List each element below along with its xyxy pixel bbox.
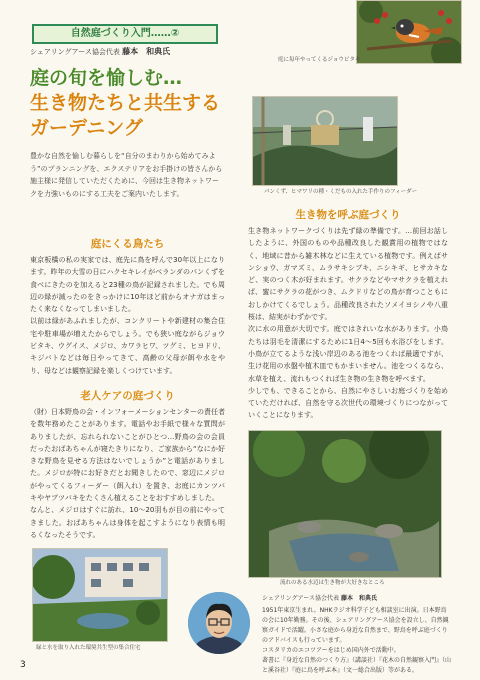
author-portrait [188, 592, 250, 654]
section-text-elderly: （財）日本野鳥の会・インフォーメーションセンターの責任者を数年務めたことがあります。電話やお手紙で様々な質問がありましたが、忘れられないことがひとつ…野鳥の会の会員だったおばあちゃんが寝たきりになり、ご家族から“なにか好きな野鳥を見せる方法はないでしょうか”と電話がありました。メジロが特にお好きだとお聞きしたので、窓辺にメジロがやってくるフィーダー（餌入れ）を置き、お庭にカンツバキやヤブツバキをたくさん植えることをおすすめしました。 なんと、メジロはすぐに訪れ、10〜20羽もが目の前にやってきました。おばあちゃんは身体を起こすようになり表情も明るくなったそうです。 [30, 408, 225, 539]
bio-text: 1951年東京生まれ。NHKラジオ科学子ども相談室に出演。日本野鳥の会に10年勤務。その後、シェアリングアース協会を設立し、自然観察ガイドで活躍。小さな庭から身近な自然まで、野鳥を呼ぶ庭づくりのアドバイスも行っています。 コスタリカのエコツアーをはじめ国内外で活動中。 著書に『身近な自然のつくり方』（講談社）『花木の自然観察入門』（山と溪谷社）『庭に鳥を呼ぶ本』（文一総合出版）等がある。 [262, 607, 452, 674]
feeder-illustration [253, 97, 397, 185]
apartment-photo [32, 548, 168, 642]
section-text-birds: 東京板橋の私の実家では、庭先に鳥を呼んで30年以上になります。昨年の大雪の日にハクセキレイがベランダのパンくずを食べにきたのを加えると23種の鳥が記録されました。でも周辺の緑が減ったのをきっかけに10年ほど前からオナガはまったく来なくなってしまいました。 以前は緑があふれましたが、コンクリートや新建材の集合住宅や駐車場が増えたからでしょう。でも狭い庭ながらジョウビタキ、ウグイス、メジロ、カワラヒワ、ツグミ、ヒヨドリ、キジバトなどは毎日やってきて、高齢の父母が餌や水をやり、母などは観察記録を楽しくつけています。 [30, 256, 225, 375]
bio-header [262, 594, 452, 604]
lead-paragraph: 豊かな自然を愉しむ暮らしを“自分のまわりから始めてみよう”のプランニングを、エクステリアをお手掛けの皆さんから施主様に発信していただくために、今回は生き物ネットワークを力強いものにする工夫をご案内いたします。 [30, 152, 223, 198]
feeder-photo [252, 96, 398, 186]
bird-photo-caption: 庭に毎年やってくるジョウビタキ [278, 57, 361, 63]
section-title-attract: 生き物を呼ぶ庭づくり [295, 209, 401, 221]
headline-line-2: 生き物たちと共生する [30, 92, 221, 114]
section-title-birds: 庭にくる鳥たち [90, 238, 165, 250]
bio-org: シェアリングアース協会代表 [262, 595, 340, 602]
author-line [30, 46, 170, 57]
series-title-box [32, 24, 218, 44]
apartment-photo-caption: 緑と水を取り入れた環境共生型の集合住宅 [36, 645, 141, 651]
section-text-attract: 生き物ネットワークづくりは先ず緑の準備です。…前回お話ししたように、外国のものや品種改良した観賞用の植物ではなく、地域に昔から雑木林などに生えている植物です。例えばサンショウ、ガマズミ、ムラサキシブキ、ニシキギ、ヒサカキなど、実のつく木が好まれます。サクラなどやマサクラを植えれば、蜜にサクラの花がつき、ムクドリなどの鳥が育つこともにおしかけてくるでしょう。品種改良されたソメイヨシノや八重桜は、結実がわずかです。 次に水の用意が大切です。庭ではきれいな水があります。小鳥たちは羽毛を清潔にするために1日4〜5回も水浴びをします。小鳥が立てるような浅い岸辺のある池をつくれば最適ですが、生け花用の水盤や植木皿でもかまいません。池をつくるなら、水草を植え、流れもつくれば生き物の生き物を呼べます。 少しでも、できることから、自然にやさしいお庭づくりを始めていただければ、自然を守る次世代の環境づくりにつながっていくことになります。 [248, 227, 448, 420]
author-name: 藤本 和典氏 [122, 47, 171, 56]
bird-illustration [357, 1, 461, 63]
series-title: 自然庭づくり入門……② [70, 28, 180, 39]
pond-illustration [249, 431, 441, 577]
pond-photo [248, 430, 442, 578]
headline-line-1: 庭の旬を愉しむ… [30, 67, 183, 89]
portrait-illustration [188, 592, 250, 654]
bird-photo [356, 0, 462, 64]
section-title-elderly: 老人ケアの庭づくり [80, 390, 175, 402]
bio-name: 藤本 和典氏 [340, 595, 377, 602]
feeder-photo-caption: パンくず、ヒマワリの種・くだもの入れた手作りのフィーダー [264, 189, 418, 195]
page-number: 3 [20, 660, 26, 670]
apartment-illustration [33, 549, 167, 641]
author-org: シェアリングアース協会代表 [30, 48, 120, 56]
pond-photo-caption: 流れのある水辺は生き物が大好きなところ [280, 580, 385, 586]
headline-line-3: ガーデニング [30, 117, 143, 139]
headline [30, 66, 270, 141]
